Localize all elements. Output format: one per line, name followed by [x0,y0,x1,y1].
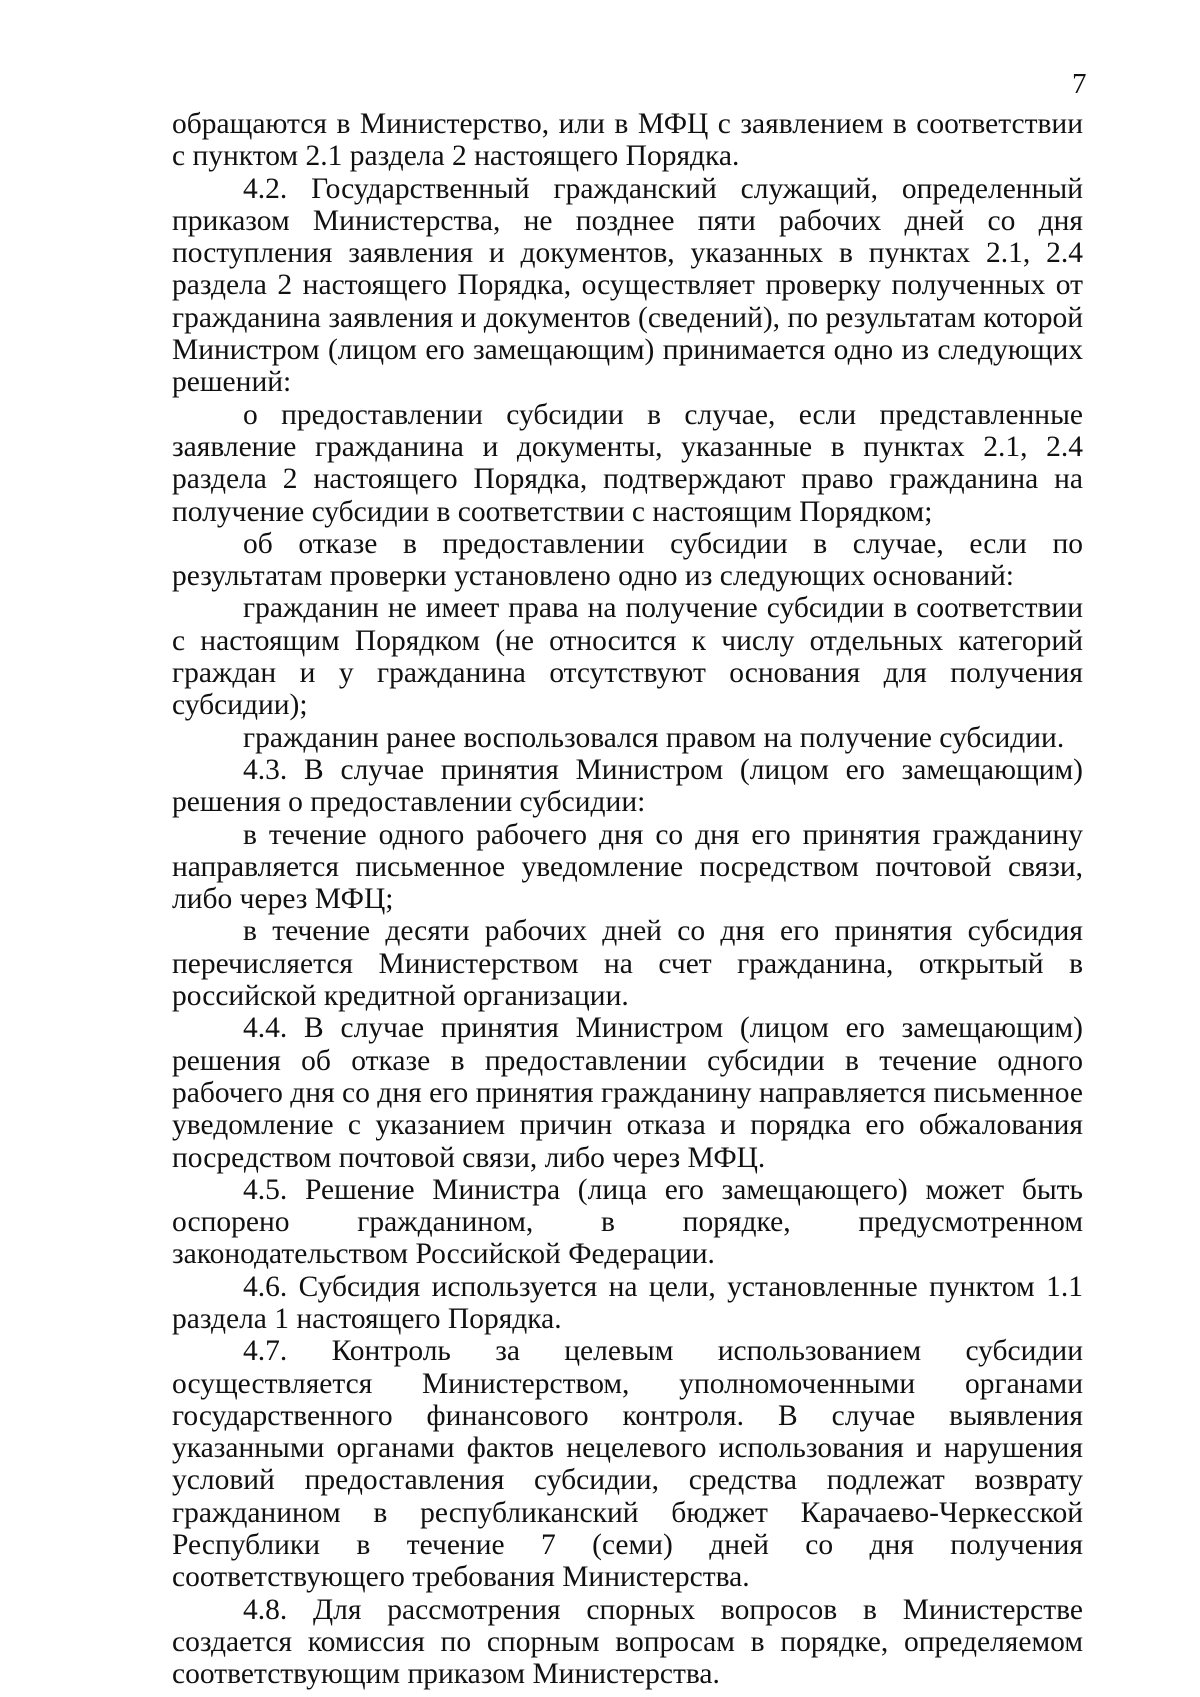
page-number: 7 [1072,68,1087,100]
paragraph-grant-decision: о предоставлении субсидии в случае, если представленные заявление гражданина и документы, указанные в пунктах 2.1, 2.4 раздела 2 настоящего Порядка, подтверждают право гражданина на получение субсидии в соответствии с настоящим Порядком; [172,398,1083,528]
paragraph-4-6: 4.6. Субсидия используется на цели, установленные пунктом 1.1 раздела 1 настоящего Порядка. [172,1270,1083,1335]
paragraph-refusal-ground-2: гражданин ранее воспользовался правом на получение субсидии. [243,721,1065,754]
paragraph-notification: в течение одного рабочего дня со дня его принятия гражданину направляется письменное уведомление посредством почтовой связи, либо через МФЦ; [172,818,1083,916]
paragraph-4-8: 4.8. Для рассмотрения спорных вопросов в Министерстве создается комиссия по спорным вопросам в порядке, определяемом соответствующим приказом Министерства. [172,1593,1083,1691]
paragraph-4-3: 4.3. В случае принятия Министром (лицом его замещающим) решения о предоставлении субсидии: [172,753,1083,819]
document-body [172,108,1083,1691]
paragraph-4-2: 4.2. Государственный гражданский служащий, определенный приказом Министерства, не позднее пяти рабочих дней со дня поступления заявления и документов, указанных в пунктах 2.1, 2.4 раздела 2 настоящего Порядка, осуществляет проверку полученных от гражданина заявления и документов (сведений), по результатам которой Министром (лицом его замещающим) принимается одно из следующих решений: [172,172,1083,399]
paragraph-refusal-ground-1: гражданин не имеет права на получение субсидии в соответствии с настоящим Порядком (не относится к числу отдельных категорий граждан и у гражданина отсутствуют основания для получения субсидии); [172,592,1083,722]
paragraph-refusal-decision: об отказе в предоставлении субсидии в случае, если по результатам проверки установлено одно из следующих оснований: [172,527,1083,593]
paragraph-continuation: обращаются в Министерство, или в МФЦ с заявлением в соответствии с пунктом 2.1 раздела 2 настоящего Порядка. [172,108,1083,173]
paragraph-4-4: 4.4. В случае принятия Министром (лицом его замещающим) решения об отказе в предоставлении субсидии в течение одного рабочего дня со дня его принятия гражданину направляется письменное уведомление с указанием причин отказа и порядка его обжалования посредством почтовой связи, либо через МФЦ. [172,1012,1083,1174]
paragraph-4-5: 4.5. Решение Министра (лица его замещающего) может быть оспорено гражданином, в порядке, предусмотренном законодательством Российской Федерации. [172,1173,1083,1271]
paragraph-transfer: в течение десяти рабочих дней со дня его принятия субсидия перечисляется Министерством на счет гражданина, открытый в российской кредитной организации. [172,915,1083,1013]
paragraph-4-7: 4.7. Контроль за целевым использованием субсидии осуществляется Министерством, уполномоченными органами государственного финансового контроля. В случае выявления указанными органами фактов нецелевого использования и нарушения условий предоставления субсидии, средства подлежат возврату гражданином в республиканский бюджет Карачаево-Черкесской Республики в течение 7 (семи) дней со дня получения соответствующего требования Министерства. [172,1335,1083,1594]
